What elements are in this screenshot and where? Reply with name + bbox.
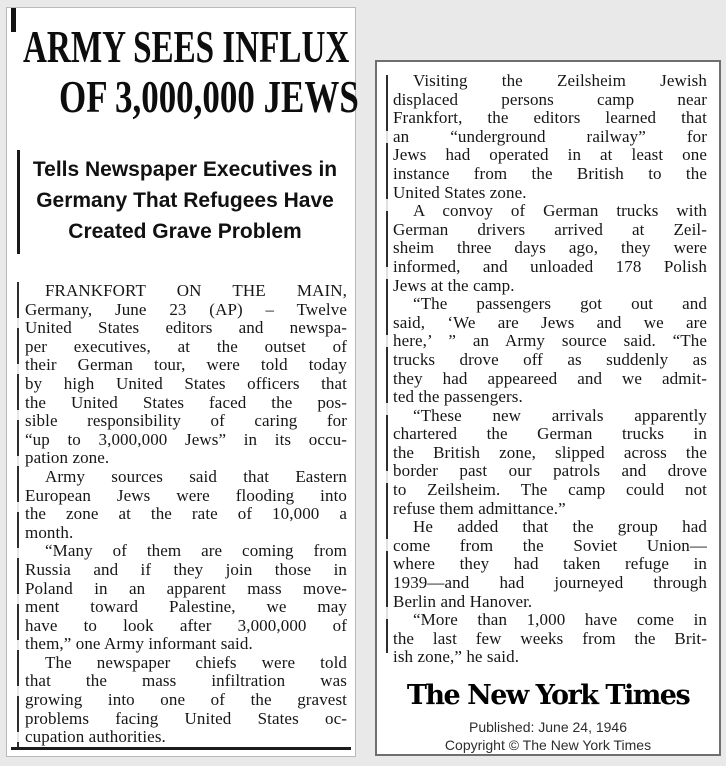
text-line: Germany, June 23 (AP) – Twelve <box>25 299 347 319</box>
text-line: Berlin and Hanover. <box>393 591 533 611</box>
text-line: the last few weeks from the Brit- <box>393 628 707 648</box>
article-subheadline <box>23 154 347 247</box>
text-line: He added that the group had <box>413 517 707 537</box>
text-line: “These new arrivals apparently <box>413 405 707 425</box>
text-line: United States zone. <box>393 182 527 202</box>
text-line: the zone at the rate of 10,000 a <box>25 504 347 524</box>
paragraph <box>25 468 347 542</box>
text-line: FRANKFORT ON THE MAIN, <box>45 281 347 300</box>
article-body-left-column <box>25 282 347 747</box>
text-line: The newspaper chiefs were told <box>45 652 347 672</box>
text-line: “The passengers got out and <box>413 294 707 314</box>
text-line: displaced persons camp near <box>393 89 707 109</box>
text-line: come from the Soviet Union— <box>393 535 707 555</box>
text-line: Visiting the Zeilsheim Jewish <box>413 71 707 90</box>
text-line: Jews at the camp. <box>393 275 515 295</box>
text-line: ment toward Palestine, we may <box>25 597 347 617</box>
text-line: Russia and if they join those in <box>25 559 347 579</box>
paragraph <box>393 518 707 611</box>
text-line: cupation authorities. <box>25 727 166 747</box>
text-line: 1939—and had journeyed through <box>393 573 707 593</box>
text-line: ted the passengers. <box>393 387 523 407</box>
text-line: trucks drove off as suddenly as <box>393 349 707 369</box>
text-line: problems facing United States oc- <box>25 708 347 728</box>
text-line: informed, and unloaded 178 Polish <box>393 256 707 276</box>
paragraph <box>393 72 707 202</box>
text-line: German drivers arrived at Zeil- <box>393 219 707 239</box>
text-line: “up to 3,000,000 Jews” in its occu- <box>25 429 347 449</box>
paragraph <box>393 295 707 407</box>
text-line: pation zone. <box>25 448 110 468</box>
text-line: European Jews were flooding into <box>25 485 347 505</box>
subhead-line: Created Grave Problem <box>68 220 302 243</box>
text-line: where they had taken refuge in <box>393 554 707 574</box>
subhead-line: Tells Newspaper Executives in <box>32 158 338 181</box>
text-line: them,” one Army informant said. <box>25 634 253 654</box>
text-line: the United States faced the pos- <box>25 392 347 412</box>
nyt-masthead-logo: The New York Times <box>406 680 690 711</box>
clipping-bottom-rule <box>11 747 351 750</box>
text-line: Frankfort, the editors learned that <box>393 108 707 128</box>
headline-line-2: OF 3,000,000 JEWS <box>59 71 359 122</box>
left-article-clipping <box>6 7 359 757</box>
headline-line-1: ARMY SEES INFLUX <box>23 21 350 72</box>
text-line: instance from the British to the <box>393 163 707 183</box>
text-line: “Many of them are coming from <box>45 541 347 561</box>
column-rule <box>386 75 388 653</box>
article-footer <box>377 680 719 754</box>
text-line: sible responsibility of caring for <box>25 411 347 431</box>
text-line: their German tour, were told today <box>25 355 347 375</box>
text-line: Army sources said that Eastern <box>45 466 347 486</box>
text-line: chartered the German trucks in <box>393 424 707 444</box>
article-body-right-column <box>393 72 707 667</box>
published-date: Published: June 24, 1946 <box>468 719 627 735</box>
paragraph <box>393 407 707 519</box>
text-line: to Zeilsheim. The camp could not <box>393 480 707 500</box>
text-line: United States editors and newspa- <box>25 318 347 338</box>
right-article-clipping <box>375 60 721 756</box>
paragraph <box>393 611 707 667</box>
text-line: month. <box>25 522 74 542</box>
subhead-left-rule <box>17 150 20 254</box>
paragraph <box>25 654 347 747</box>
text-line: said, ‘We are Jews and we are <box>393 312 707 332</box>
text-line: sheim three days ago, they were <box>393 238 707 258</box>
scan-rule-fragment <box>11 8 16 32</box>
text-line: Poland in an apparent mass move- <box>25 578 347 598</box>
text-line: the British zone, slipped across the <box>393 442 707 462</box>
copyright-notice: Copyright © The New York Times <box>444 737 652 753</box>
text-line: here,’ ” an Army source said. “The <box>393 331 707 351</box>
subhead-line: Germany That Refugees Have <box>36 189 334 212</box>
text-line: have to look after 3,000,000 of <box>25 615 347 635</box>
text-line: by high United States officers that <box>25 373 347 393</box>
text-line: A convoy of German trucks with <box>413 201 707 221</box>
paragraph <box>25 542 347 654</box>
text-line: that the mass infiltration was <box>25 671 347 691</box>
column-rule <box>17 282 19 748</box>
text-line: per executives, at the outset of <box>25 336 347 356</box>
text-line: an “underground railway” for <box>393 126 707 146</box>
paragraph <box>25 282 347 468</box>
article-headline <box>23 21 359 122</box>
text-line: growing into one of the gravest <box>25 690 347 710</box>
paragraph <box>393 202 707 295</box>
text-line: border past our patrols and drove <box>393 461 707 481</box>
text-line: ish zone,” he said. <box>393 647 520 667</box>
text-line: Jews had operated in at least one <box>393 145 707 165</box>
text-line: “More than 1,000 have come in <box>413 610 707 630</box>
text-line: refuse them admittance.” <box>393 498 566 518</box>
text-line: they had appeareed and we admit- <box>393 368 707 388</box>
